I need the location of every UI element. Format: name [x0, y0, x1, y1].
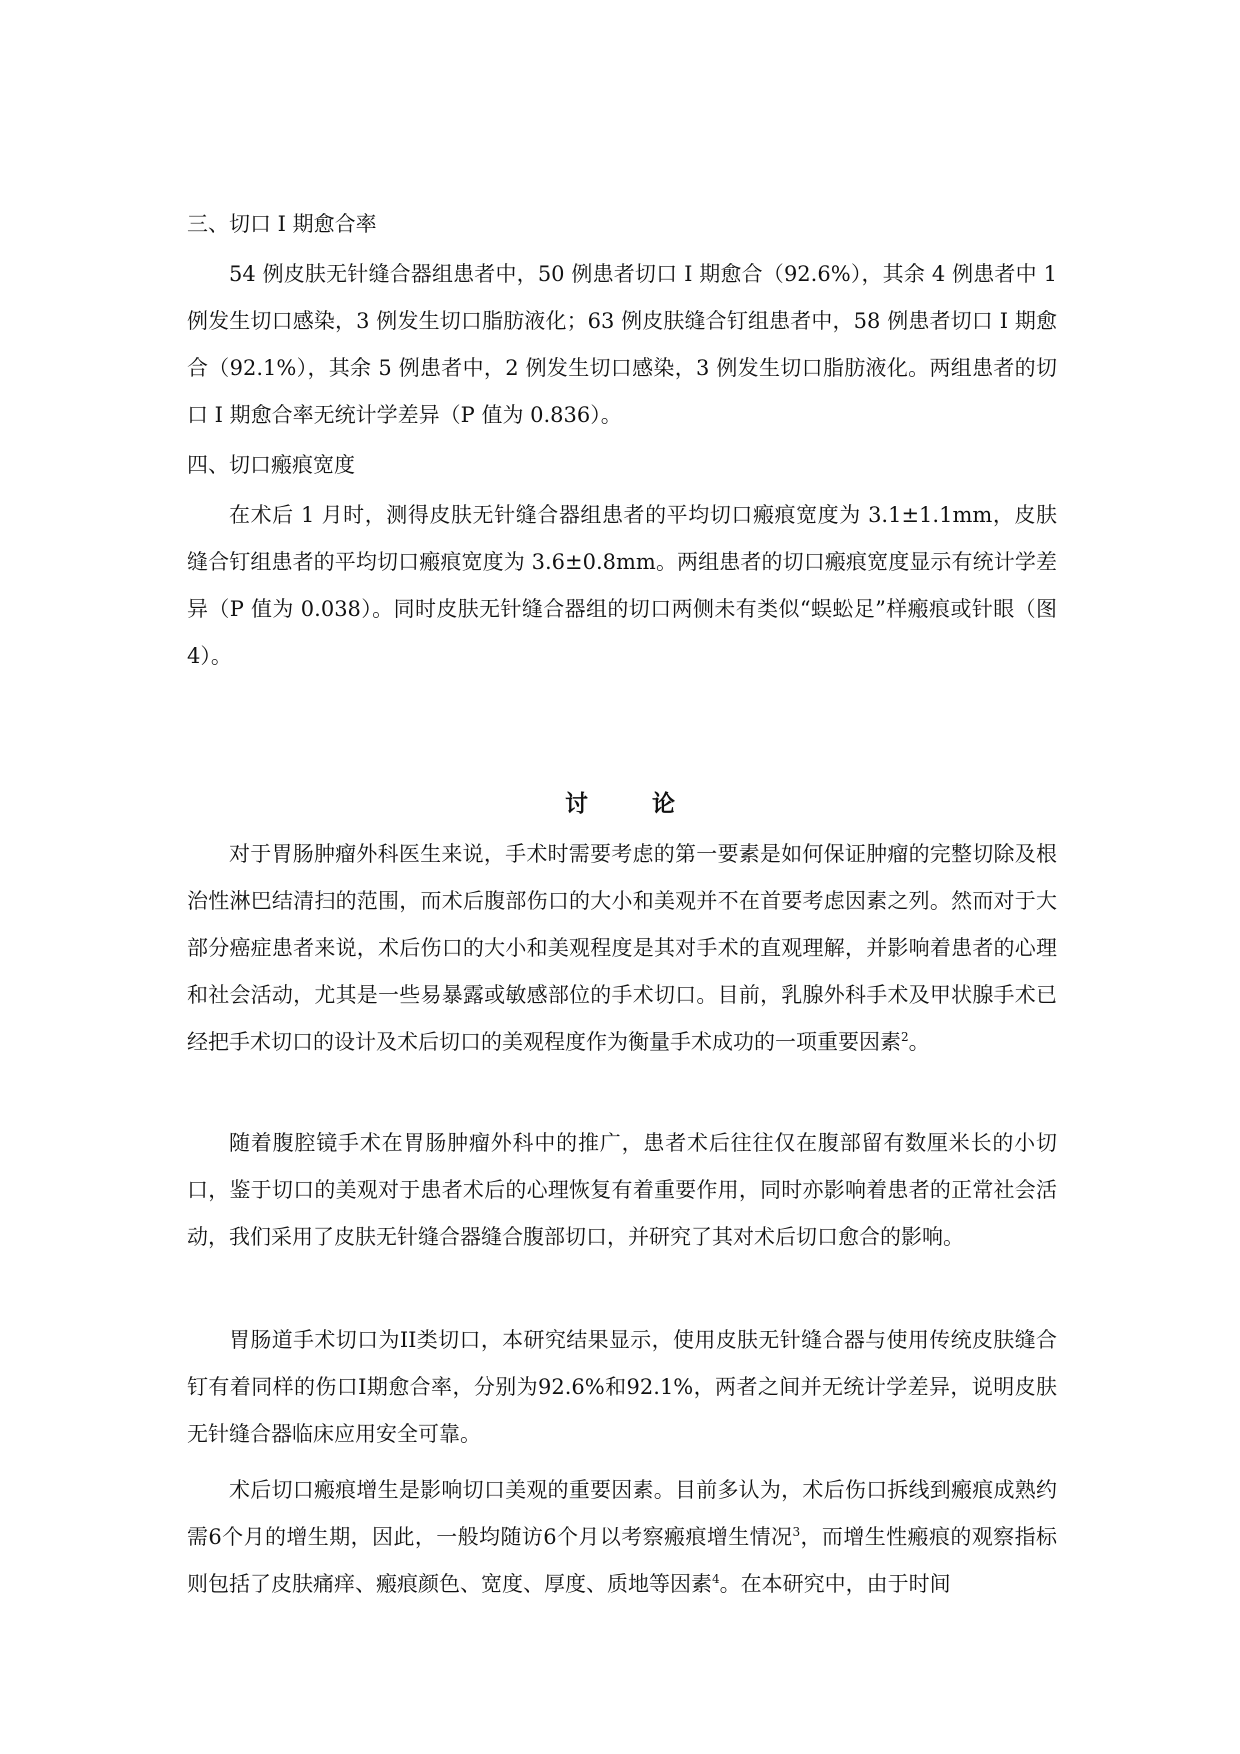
citation-ref-4: 4 — [712, 1572, 720, 1586]
section-4-heading: 四、切口瘢痕宽度 — [187, 453, 355, 477]
citation-ref-3: 3 — [792, 1525, 801, 1539]
discussion-paragraph-3: 胃肠道手术切口为II类切口，本研究结果显示，使用皮肤无针缝合器与使用传统皮肤缝合钉有着同样的伤口I期愈合率，分别为92.6%和92.1%，两者之间并无统计学差异，说明皮肤无针缝合器临床应用安全可靠。 — [187, 1328, 1057, 1446]
section-3-paragraph: 54 例皮肤无针缝合器组患者中，50 例患者切口 I 期愈合（92.6%），其余 4 例患者中 1 例发生切口感染，3 例发生切口脂肪液化；63 例皮肤缝合钉组患者中，58 例患者切口 I 期愈合（92.1%），其余 5 例患者中，2 例发生切口感染，3 例发生切口脂肪液化。两组患者的切口 I 期愈合率无统计学差异（P 值为 0.836）。 — [187, 262, 1057, 427]
section-3-heading: 三、切口 I 期愈合率 — [187, 212, 377, 236]
citation-ref-2: 2 — [901, 1030, 909, 1044]
discussion-p1-end: 。 — [908, 1030, 930, 1054]
discussion-p4-text-a: 术后切口瘢痕增生是影响切口美观的重要因素。目前多认为，术后伤口拆线到瘢痕成熟约需6个月的增生期，因此，一般均随访6个月以考察瘢痕增生情况 — [187, 1478, 1057, 1549]
discussion-title: 讨论 — [565, 790, 739, 817]
discussion-p1-text: 对于胃肠肿瘤外科医生来说，手术时需要考虑的第一要素是如何保证肿瘤的完整切除及根治性淋巴结清扫的范围，而术后腹部伤口的大小和美观并不在首要考虑因素之列。然而对于大部分癌症患者来说，术后伤口的大小和美观程度是其对手术的直观理解，并影响着患者的心理和社会活动，尤其是一些易暴露或敏感部位的手术切口。目前，乳腺外科手术及甲状腺手术已经把手术切口的设计及术后切口的美观程度作为衡量手术成功的一项重要因素 — [187, 842, 1057, 1054]
section-4-paragraph: 在术后 1 月时，测得皮肤无针缝合器组患者的平均切口瘢痕宽度为 3.1±1.1mm，皮肤缝合钉组患者的平均切口瘢痕宽度为 3.6±0.8mm。两组患者的切口瘢痕宽度显示有统计学差异（P 值为 0.038）。同时皮肤无针缝合器组的切口两侧未有类似“蜈蚣足”样瘢痕或针眼（图 4）。 — [187, 503, 1057, 668]
discussion-paragraph-1 — [187, 831, 1057, 1066]
discussion-paragraph-2: 随着腹腔镜手术在胃肠肿瘤外科中的推广，患者术后往往仅在腹部留有数厘米长的小切口，鉴于切口的美观对于患者术后的心理恢复有着重要作用，同时亦影响着患者的正常社会活动，我们采用了皮肤无针缝合器缝合腹部切口，并研究了其对术后切口愈合的影响。 — [187, 1131, 1057, 1249]
discussion-p4-text-b: ，而增生性瘢痕的观察指标则包括了皮肤痛痒、瘢痕颜色、宽度、厚度、质地等因素 — [187, 1525, 1057, 1596]
discussion-paragraph-4 — [187, 1467, 1057, 1608]
discussion-p4-text-c: 。在本研究中，由于时间 — [719, 1572, 951, 1596]
